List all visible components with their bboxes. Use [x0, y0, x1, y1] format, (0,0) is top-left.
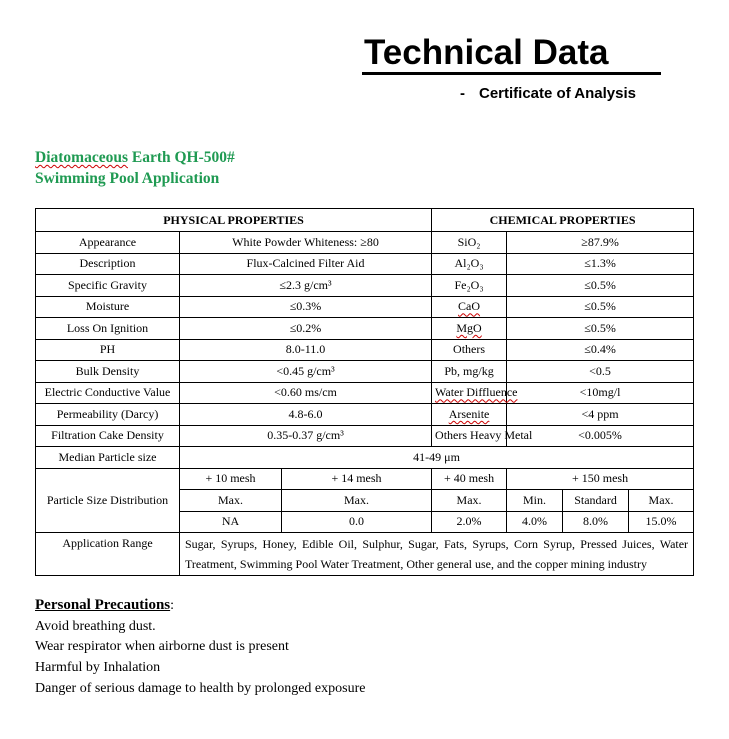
- physical-label: Moisture: [36, 296, 180, 318]
- subtitle-text: Certificate of Analysis: [479, 85, 636, 102]
- precaution-item: Avoid breathing dust.: [35, 618, 156, 634]
- physical-label: Specific Gravity: [36, 275, 180, 297]
- chemical-value: ≤0.5%: [507, 275, 694, 297]
- table-row: [36, 318, 694, 340]
- table-row: [36, 253, 694, 275]
- psd-value: 15.0%: [629, 511, 694, 533]
- chemical-label: Arsenite: [432, 404, 507, 426]
- physical-label: Description: [36, 253, 180, 275]
- chemical-label: Others Heavy Metal: [432, 425, 507, 447]
- chemical-value: <0.5: [507, 361, 694, 383]
- physical-value: ≤0.2%: [180, 318, 432, 340]
- chemical-label: Fe₂O₃: [432, 275, 507, 297]
- chemical-value: <4 ppm: [507, 404, 694, 426]
- page-title: Technical Data: [364, 33, 609, 72]
- physical-label: Electric Conductive Value: [36, 382, 180, 404]
- physical-header: PHYSICAL PROPERTIES: [36, 209, 432, 232]
- psd-value: NA: [180, 511, 282, 533]
- table-row: [36, 361, 694, 383]
- psd-header-row: [36, 468, 694, 490]
- psd-header: + 40 mesh: [432, 468, 507, 490]
- chemical-header: CHEMICAL PROPERTIES: [432, 209, 694, 232]
- psd-header: + 150 mesh: [507, 468, 694, 490]
- row-value: 41-49 μm: [180, 447, 694, 469]
- product-name-rest: Earth QH-500#: [128, 149, 235, 166]
- application-row: [36, 533, 694, 576]
- application-label: Application Range: [36, 533, 180, 576]
- physical-label: Permeability (Darcy): [36, 404, 180, 426]
- psd-header: + 14 mesh: [282, 468, 432, 490]
- psd-value: 2.0%: [432, 511, 507, 533]
- chemical-label: MgO: [432, 318, 507, 340]
- psd-subheader: Max.: [282, 490, 432, 512]
- precautions-block: [35, 595, 365, 700]
- psd-value: 0.0: [282, 511, 432, 533]
- physical-value: <0.45 g/cm³: [180, 361, 432, 383]
- physical-value: 4.8-6.0: [180, 404, 432, 426]
- spec-table: [35, 208, 694, 576]
- chemical-label: CaO: [432, 296, 507, 318]
- physical-label: PH: [36, 339, 180, 361]
- chemical-label: Al₂O₃: [432, 253, 507, 275]
- precautions-title: [35, 595, 365, 617]
- precautions-colon: :: [170, 598, 175, 613]
- psd-value: 4.0%: [507, 511, 563, 533]
- table-row: [36, 232, 694, 254]
- row-label: Median Particle size: [36, 447, 180, 469]
- chemical-value: ≥87.9%: [507, 232, 694, 254]
- application-value: Sugar, Syrups, Honey, Edible Oil, Sulphur, Sugar, Fats, Syrups, Corn Syrup, Pressed Juices, Water Treatment, Swimming Pool Water Treatment, Other general use, and the copper mining industry: [180, 533, 694, 576]
- chemical-value: ≤1.3%: [507, 253, 694, 275]
- subtitle-dash: -: [460, 85, 465, 102]
- physical-label: Loss On Ignition: [36, 318, 180, 340]
- precaution-item: Wear respirator when airborne dust is present: [35, 639, 289, 655]
- physical-value: 0.35-0.37 g/cm³: [180, 425, 432, 447]
- precaution-item: Danger of serious damage to health by prolonged exposure: [35, 680, 366, 696]
- table-header-row: [36, 209, 694, 232]
- title-underline: [362, 72, 661, 75]
- physical-label: Filtration Cake Density: [36, 425, 180, 447]
- chemical-label: Others: [432, 339, 507, 361]
- psd-subheader: Max.: [432, 490, 507, 512]
- psd-subheader: Standard: [563, 490, 629, 512]
- physical-value: ≤2.3 g/cm³: [180, 275, 432, 297]
- precautions-heading: Personal Precautions: [35, 597, 171, 613]
- chemical-label: Water Diffluence: [432, 382, 507, 404]
- psd-label: Particle Size Distribution: [36, 468, 180, 533]
- physical-value: 8.0-11.0: [180, 339, 432, 361]
- product-application: Swimming Pool Application: [35, 170, 220, 187]
- chemical-value: ≤0.5%: [507, 318, 694, 340]
- page-subtitle: [460, 85, 636, 102]
- table-row: [36, 425, 694, 447]
- table-row: [36, 339, 694, 361]
- physical-value: <0.60 ms/cm: [180, 382, 432, 404]
- chemical-value: ≤0.4%: [507, 339, 694, 361]
- psd-subheader: Max.: [180, 490, 282, 512]
- product-name-prefix: Diatomaceous: [35, 149, 128, 166]
- chemical-label: Pb, mg/kg: [432, 361, 507, 383]
- physical-label: Bulk Density: [36, 361, 180, 383]
- chemical-value: <10mg/l: [507, 382, 694, 404]
- property-rows: [36, 232, 694, 447]
- psd-value: 8.0%: [563, 511, 629, 533]
- chemical-label: SiO₂: [432, 232, 507, 254]
- physical-label: Appearance: [36, 232, 180, 254]
- table-row: [36, 404, 694, 426]
- product-name: [35, 147, 235, 168]
- physical-value: White Powder Whiteness: ≥80: [180, 232, 432, 254]
- product-block: [35, 147, 235, 189]
- table-row: [36, 447, 694, 469]
- table-row: [36, 382, 694, 404]
- chemical-value: <0.005%: [507, 425, 694, 447]
- chemical-value: ≤0.5%: [507, 296, 694, 318]
- psd-header: + 10 mesh: [180, 468, 282, 490]
- table-row: [36, 296, 694, 318]
- psd-subheader: Max.: [629, 490, 694, 512]
- physical-value: Flux-Calcined Filter Aid: [180, 253, 432, 275]
- precaution-item: Harmful by Inhalation: [35, 660, 161, 676]
- table-row: [36, 275, 694, 297]
- psd-subheader: Min.: [507, 490, 563, 512]
- physical-value: ≤0.3%: [180, 296, 432, 318]
